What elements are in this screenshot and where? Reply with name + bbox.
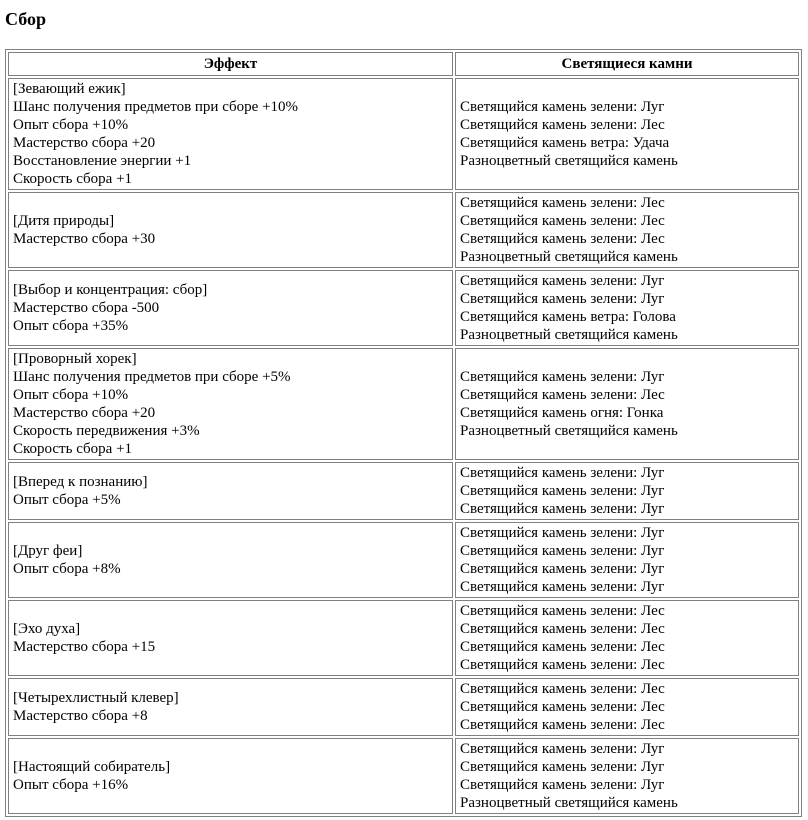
stone-line: Светящийся камень зелени: Лес — [460, 621, 665, 637]
table-row — [8, 678, 799, 736]
stones-cell — [455, 678, 799, 736]
stone-line: Светящийся камень зелени: Луг — [460, 759, 665, 775]
stone-line: Светящийся камень ветра: Удача — [460, 135, 670, 151]
effect-line: Опыт сбора +10% — [13, 387, 129, 403]
stone-line: Светящийся камень зелени: Лес — [460, 213, 665, 229]
stone-line: Светящийся камень зелени: Луг — [460, 273, 665, 289]
effect-name: [Эхо духа] — [13, 621, 81, 637]
table-body — [8, 78, 799, 814]
stone-line: Светящийся камень зелени: Лес — [460, 195, 665, 211]
effect-line: Мастерство сбора +15 — [13, 639, 156, 655]
stone-line: Светящийся камень зелени: Лес — [460, 681, 665, 697]
stone-line: Разноцветный светящийся камень — [460, 249, 678, 265]
effect-line: Опыт сбора +5% — [13, 492, 121, 508]
stone-line: Разноцветный светящийся камень — [460, 423, 678, 439]
stone-line: Светящийся камень зелени: Лес — [460, 231, 665, 247]
stone-line: Светящийся камень зелени: Луг — [460, 483, 665, 499]
effect-name: [Четырехлистный клевер] — [13, 690, 179, 706]
stone-line: Светящийся камень зелени: Луг — [460, 561, 665, 577]
stone-line: Светящийся камень зелени: Луг — [460, 99, 665, 115]
table-row — [8, 348, 799, 460]
stones-cell — [455, 462, 799, 520]
stones-cell — [455, 348, 799, 460]
stone-line: Светящийся камень ветра: Голова — [460, 309, 676, 325]
effect-line: Мастерство сбора +20 — [13, 135, 156, 151]
stone-line: Светящийся камень зелени: Лес — [460, 639, 665, 655]
page-title: Сбор — [5, 9, 46, 29]
effect-cell — [8, 600, 453, 676]
table-row — [8, 600, 799, 676]
stone-line: Светящийся камень зелени: Лес — [460, 387, 665, 403]
stone-line: Светящийся камень зелени: Луг — [460, 291, 665, 307]
stone-line: Светящийся камень зелени: Луг — [460, 579, 665, 595]
stone-line: Светящийся камень зелени: Лес — [460, 657, 665, 673]
stone-line: Светящийся камень зелени: Лес — [460, 117, 665, 133]
stones-cell — [455, 738, 799, 814]
stone-line: Светящийся камень огня: Гонка — [460, 405, 664, 421]
effect-line: Скорость сбора +1 — [13, 171, 133, 187]
table-row — [8, 462, 799, 520]
stone-line: Светящийся камень зелени: Лес — [460, 603, 665, 619]
effect-line: Шанс получения предметов при сборе +5% — [13, 369, 291, 385]
effect-name: [Зевающий ежик] — [13, 81, 126, 97]
table-row — [8, 522, 799, 598]
effect-name: [Выбор и концентрация: сбор] — [13, 282, 208, 298]
stone-line: Светящийся камень зелени: Луг — [460, 525, 665, 541]
effect-line: Шанс получения предметов при сборе +10% — [13, 99, 299, 115]
effect-cell — [8, 270, 453, 346]
table-row — [8, 738, 799, 814]
effect-line: Мастерство сбора +20 — [13, 405, 156, 421]
effect-line: Опыт сбора +16% — [13, 777, 129, 793]
effect-line: Опыт сбора +10% — [13, 117, 129, 133]
stone-line: Светящийся камень зелени: Луг — [460, 369, 665, 385]
stone-line: Светящийся камень зелени: Луг — [460, 777, 665, 793]
effect-line: Скорость передвижения +3% — [13, 423, 200, 439]
table-row — [8, 78, 799, 190]
gathering-stones-table — [5, 49, 802, 817]
effect-name: [Вперед к познанию] — [13, 474, 148, 490]
stone-line: Разноцветный светящийся камень — [460, 153, 678, 169]
effect-name: [Дитя природы] — [13, 213, 115, 229]
effect-line: Опыт сбора +35% — [13, 318, 129, 334]
effect-line: Мастерство сбора +8 — [13, 708, 148, 724]
effect-cell — [8, 78, 453, 190]
stones-cell — [455, 192, 799, 268]
effect-cell — [8, 348, 453, 460]
effect-name: [Настоящий собиратель] — [13, 759, 171, 775]
stone-line: Светящийся камень зелени: Луг — [460, 465, 665, 481]
stones-cell — [455, 600, 799, 676]
table-row — [8, 270, 799, 346]
stone-line: Разноцветный светящийся камень — [460, 327, 678, 343]
effect-cell — [8, 738, 453, 814]
effect-line: Мастерство сбора +30 — [13, 231, 156, 247]
stone-line: Светящийся камень зелени: Луг — [460, 543, 665, 559]
table-row — [8, 192, 799, 268]
effect-cell — [8, 678, 453, 736]
header-stones: Светящиеся камни — [455, 52, 799, 76]
effect-line: Восстановление энергии +1 — [13, 153, 192, 169]
stone-line: Светящийся камень зелени: Луг — [460, 741, 665, 757]
effect-cell — [8, 192, 453, 268]
effect-line: Опыт сбора +8% — [13, 561, 121, 577]
stone-line: Светящийся камень зелени: Луг — [460, 501, 665, 517]
stones-cell — [455, 522, 799, 598]
stone-line: Светящийся камень зелени: Лес — [460, 717, 665, 733]
effect-cell — [8, 462, 453, 520]
effect-name: [Проворный хорек] — [13, 351, 137, 367]
effect-name: [Друг феи] — [13, 543, 83, 559]
table-header-row — [8, 52, 799, 76]
header-effect: Эффект — [8, 52, 453, 76]
effect-line: Мастерство сбора -500 — [13, 300, 160, 316]
effect-cell — [8, 522, 453, 598]
stones-cell — [455, 270, 799, 346]
stone-line: Разноцветный светящийся камень — [460, 795, 678, 811]
stones-cell — [455, 78, 799, 190]
stone-line: Светящийся камень зелени: Лес — [460, 699, 665, 715]
effect-line: Скорость сбора +1 — [13, 441, 133, 457]
